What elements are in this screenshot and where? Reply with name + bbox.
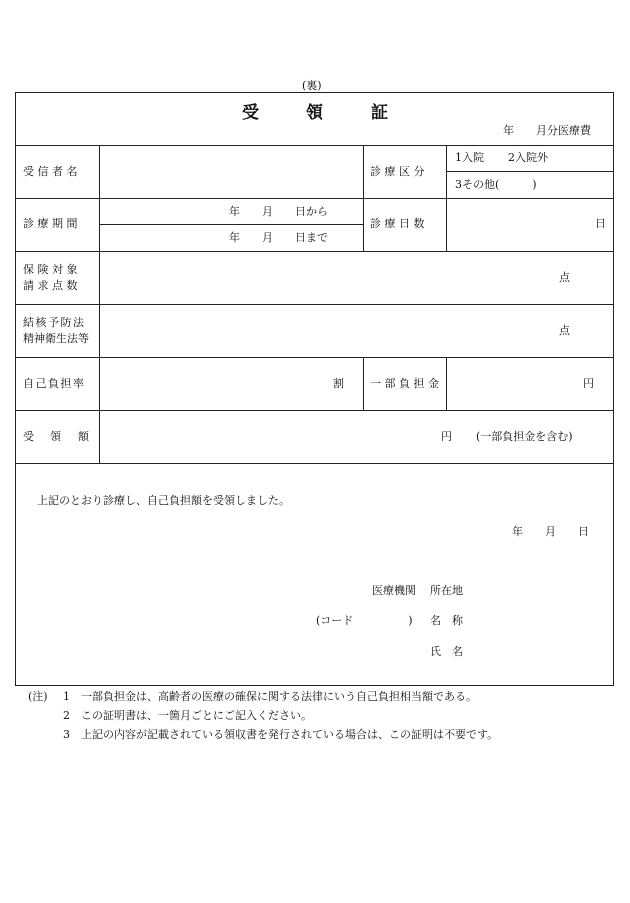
note-text-1: 一部負担金は、高齢者の医療の確保に関する法律にいう自己負担相当額である。 [81,690,477,703]
received-includes-copay-note: (一部負担金を含む) [476,430,573,443]
mid-value-divider [446,145,447,251]
title-char-2: 領 [306,103,323,123]
insurance-points-unit: 点 [559,271,570,284]
row-divider [15,251,614,252]
note-number-3: 3 [63,728,70,741]
note-number-1: 1 [63,690,70,703]
person-name-label: 氏 名 [430,645,463,658]
institution-label: 医療機関 [372,584,416,597]
row-divider [15,145,614,146]
category-outpatient: 2入院外 [508,151,548,164]
partial-copay-label: 一部負担金 [370,377,443,390]
category-other: 3その他( ) [455,178,537,191]
row-divider [15,410,614,411]
insurance-points-label-1: 保険対象 [23,263,81,276]
row-divider [15,304,614,305]
mid-column-divider [363,357,364,410]
days-unit: 日 [595,217,606,230]
notes-prefix: (注) [28,690,48,703]
tb-law-label-1: 結核予防法 [23,316,86,329]
mid-column-divider [363,145,364,251]
period-from: 年 月 日から [229,205,328,218]
row-divider [15,357,614,358]
treatment-period-label: 診療期間 [23,217,81,230]
tb-points-unit: 点 [559,324,570,337]
code-label: (コード ) [316,614,413,627]
category-inpatient: 1入院 [455,151,484,164]
received-label-char-3: 額 [78,430,89,443]
note-text-2: この証明書は、一箇月ごとにご記入ください。 [81,709,312,722]
received-label-char-2: 領 [50,430,61,443]
row-divider [15,198,614,199]
category-divider [446,171,614,172]
address-label: 所在地 [430,584,463,597]
recipient-name-label: 受信者名 [23,165,81,178]
partial-copay-unit: 円 [583,377,594,390]
treatment-days-label: 診療日数 [370,217,428,230]
note-number-2: 2 [63,709,70,722]
certification-date: 年 月 日 [512,525,589,538]
month-medical-fee-label: 年 月分医療費 [503,124,591,137]
received-label-char-1: 受 [23,430,34,443]
title-char-3: 証 [371,103,388,123]
period-to: 年 月 日まで [229,231,328,244]
mid-value-divider [446,357,447,410]
note-text-3: 上記の内容が記載されている領収書を発行されている場合は、この証明は不要です。 [81,728,499,741]
copay-rate-label: 自己負担率 [23,377,86,390]
insurance-points-label-2: 請求点数 [23,279,81,292]
received-unit: 円 [441,430,452,443]
back-side-mark: (裏) [302,79,322,92]
title-char-1: 受 [242,103,259,123]
copay-rate-unit: 割 [333,377,344,390]
tb-law-label-2: 精神衛生法等 [23,332,89,345]
label-column-divider [99,145,100,463]
row-divider [15,463,614,464]
period-divider [99,224,363,225]
certification-statement: 上記のとおり診療し、自己負担額を受領しました。 [37,494,290,507]
institution-name-label: 名 称 [430,614,463,627]
treatment-category-label: 診療区分 [370,165,428,178]
